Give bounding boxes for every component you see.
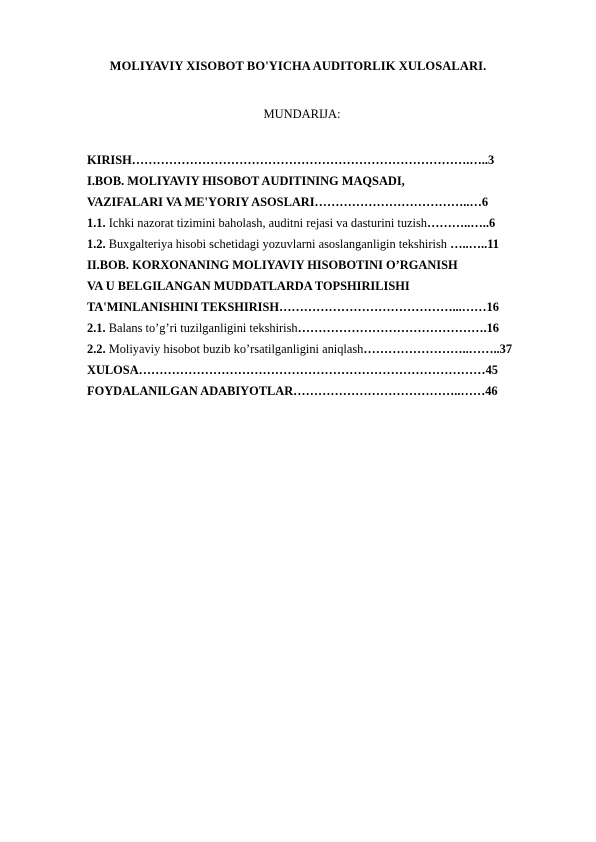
toc-entry-chapter2-line2: VA U BELGILANGAN MUDDATLARDA TOPSHIRILISHI [87, 279, 410, 293]
toc-heading: MUNDARIJA: [263, 107, 341, 121]
toc-entry-chapter2-line1: II.BOB. KORXONANING MOLIYAVIY HISOBOTINI O’RGANISH [87, 258, 458, 272]
section-title: Buxgalteriya hisobi schetidagi yozuvlarni asoslanganligin tekshirish [105, 237, 451, 251]
section-title: Ichki nazorat tizimini baholash, auditni rejasi va dasturini tuzish [105, 216, 427, 230]
section-number: 1.1. [87, 216, 106, 230]
toc-entry-chapter1-line2: VAZIFALARI VA ME'YORIY ASOSLARI………………………………..…6 [87, 195, 489, 209]
toc-entry-section-2-1 [87, 318, 557, 339]
table-of-contents [87, 150, 557, 402]
toc-entry-xulosa: XULOSA…………………………………………………………………………45 [87, 363, 498, 377]
dot-leader-page: ……………………..……..37 [363, 342, 513, 356]
toc-entry-section-1-1 [87, 213, 557, 234]
dot-leader-page: ………..…..6 [426, 216, 496, 230]
section-number: 2.2. [87, 342, 106, 356]
toc-entry-chapter2-line3: TA'MINLANISHINI TEKSHIRISH……………………………………...……16 [87, 300, 499, 314]
toc-entry-adabiyotlar: FOYDALANILGAN ADABIYOTLAR…………………………………..……46 [87, 384, 498, 398]
dot-leader-page: ……………………………………….16 [297, 321, 499, 335]
toc-entry-chapter1-line1: I.BOB. MOLIYAVIY HISOBOT AUDITINING MAQSADI, [87, 174, 405, 188]
section-number: 2.1. [87, 321, 106, 335]
section-number: 1.2. [87, 237, 106, 251]
dot-leader-page: …..…..11 [450, 237, 499, 251]
toc-entry-kirish: KIRISH……………………………………………………………………….…..3 [87, 153, 495, 167]
toc-entry-section-1-2 [87, 234, 557, 255]
section-title: Balans to’g’ri tuzilganligini tekshirish [105, 321, 298, 335]
toc-entry-section-2-2 [87, 339, 557, 360]
section-title: Moliyaviy hisobot buzib ko’rsatilganligini aniqlash [105, 342, 364, 356]
document-title: MOLIYAVIY XISOBOT BO'YICHA AUDITORLIK XULOSALARI. [109, 59, 487, 73]
